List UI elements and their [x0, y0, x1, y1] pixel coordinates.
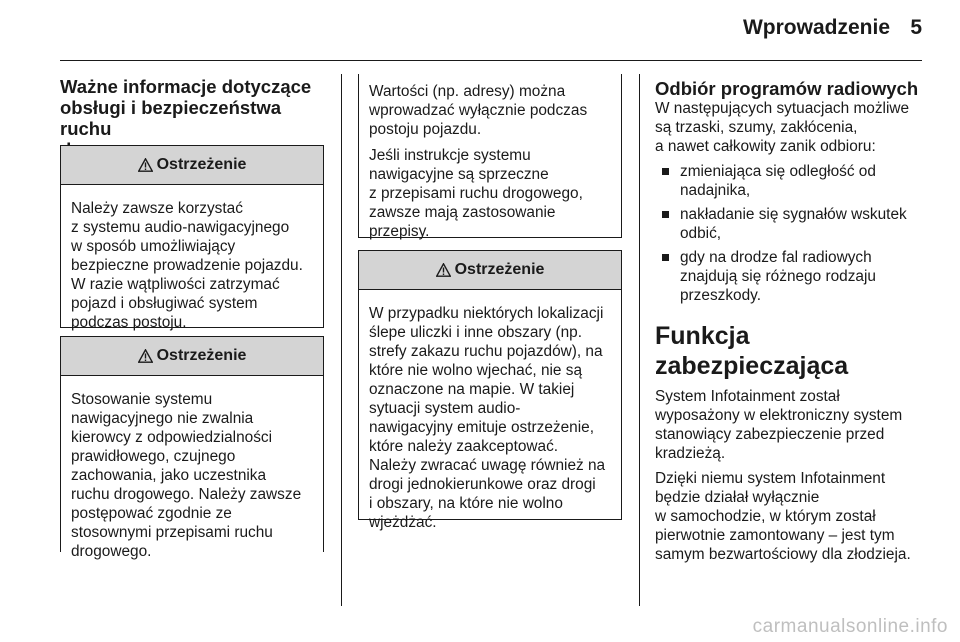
bullet-square-icon [662, 168, 669, 175]
list-item-text: zmieniająca się odległość od nadajnika, [680, 163, 876, 199]
list-item [655, 205, 935, 243]
security-function-heading: Funkcja zabezpieczająca [655, 322, 849, 380]
warning-title: Ostrzeżenie [156, 156, 247, 173]
radio-reception-intro: W następujących sytuacjach możliwe są trzaski, szumy, zakłócenia, a nawet całkowity zanik odbioru: [655, 100, 910, 155]
warning-icon [138, 349, 153, 363]
bullet-square-icon [662, 254, 669, 261]
warning-body: W przypadku niektórych lokalizacji ślepe uliczki i inne obszary (np. strefy zakazu ruchu pojazdów), na które nie wolno wjechać, nie są oznaczone na mapie. W takiej sytuacji system audio- nawigacyjny emituje ostrzeżenie, które należy zaakceptować. Należy zwracać uwagę również na drogi jednokierunkowe oraz drogi i obszary, na które nie wolno wjeżdżać. [369, 305, 606, 531]
warning-icon [138, 158, 153, 172]
radio-reception-heading: Odbiór programów radiowych [655, 78, 919, 99]
warning-box-header [61, 146, 323, 185]
column-3 [655, 78, 935, 564]
security-paragraph-2: Dzięki niemu system Infotainment będzie działał wyłącznie w samochodzie, w którym został pierwotnie zamontowany – jest tym samym bezwartościowy dla złodzieja. [655, 470, 911, 563]
list-item [655, 162, 935, 200]
radio-reception-list [655, 162, 935, 305]
warning-continued-text-2: Jeśli instrukcje systemu nawigacyjne są sprzeczne z przepisami ruchu drogowego, zawsze mają zastosowanie przepisy. [369, 147, 583, 240]
warning-icon [436, 263, 451, 277]
warning-box-2 [60, 336, 324, 560]
warning-continued-text-1: Wartości (np. adresy) można wprowadzać wyłącznie podczas postoju pojazdu. [369, 83, 588, 138]
list-item-text: gdy na drodze fal radiowych znajdują się różnego rodzaju przeszkody. [680, 249, 876, 304]
list-item-text: nakładanie się sygnałów wskutek odbić, [680, 206, 907, 242]
warning-title: Ostrzeżenie [454, 261, 545, 278]
warning-box-1 [60, 145, 324, 331]
page-number: 5 [910, 16, 922, 39]
bullet-square-icon [662, 211, 669, 218]
list-item [655, 248, 935, 305]
warning-body: Stosowanie systemu nawigacyjnego nie zwalnia kierowcy z odpowiedzialności prawidłowego, czujnego zachowania, jako uczestnika ruchu drogowego. Należy zawsze postępować zgodnie ze stosownymi przepisami ruchu drogowego. [71, 391, 302, 560]
warning-box-3 [358, 250, 622, 531]
warning-body: Należy zawsze korzystać z systemu audio-nawigacyjnego w sposób umożliwiający bezpieczne prowadzenie pojazdu. W razie wątpliwości zatrzymać pojazd i obsługiwać system podczas postoju. [71, 200, 303, 331]
warning-title: Ostrzeżenie [156, 347, 247, 364]
header-rule [60, 60, 922, 61]
running-header-title: Wprowadzenie [742, 16, 890, 39]
security-paragraph-1: System Infotainment został wyposażony w elektroniczny system stanowiący zabezpieczenie przed kradzieżą. [655, 388, 903, 462]
warning-box-continued [358, 74, 622, 238]
warning-box-header [61, 337, 323, 376]
section-heading-safety: Ważne informacje dotyczące obsługi i bezpieczeństwa ruchu [60, 76, 312, 139]
site-watermark: carmanualsonline.info [752, 616, 948, 637]
warning-box-header [359, 251, 621, 290]
column-divider-right [639, 74, 640, 606]
column-divider-left [341, 74, 342, 606]
